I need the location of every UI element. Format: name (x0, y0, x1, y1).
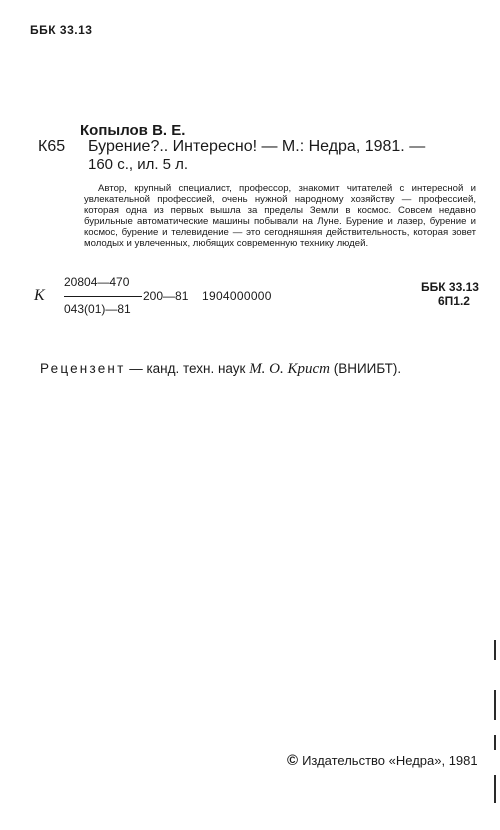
fraction-line (64, 296, 142, 297)
udk-code: 6П1.2 (438, 294, 470, 308)
book-abstract: Автор, крупный специалист, профессор, знакомит читателей с интересной и увлекательной профессией, очень нужной народному хозяйству — профессией, которая одна из первых вышла за пределы Земли в космос. Совсем недавно бурильные автоматические машины побывали на Луне. Бурение и лазер, бурение и космос, бурение и телевидение — это сегодняшняя действительность, которая зовет молодых и увлеченных, любящих современную технику людей. (84, 183, 476, 249)
bbk-code: ББК 33.13 (421, 280, 479, 294)
reviewer-label: Рецензент (40, 361, 126, 376)
author-name: Копылов В. Е. (80, 122, 186, 139)
index-middle: 200—81 (143, 289, 189, 303)
bbk-header: ББК 33.13 (30, 23, 93, 37)
copyright-line (287, 752, 478, 769)
copyright-text: Издательство «Недра», 1981 (302, 753, 478, 768)
book-title-line: Бурение?.. Интересно! — М.: Недра, 1981. — (88, 138, 426, 155)
reviewer-degree: канд. техн. наук (146, 361, 250, 376)
reviewer-name: М. О. Крист (249, 361, 330, 377)
copyright-icon: © (287, 752, 299, 769)
scan-edge-mark (494, 735, 496, 750)
scan-edge-mark (494, 640, 496, 660)
index-denominator: 043(01)—81 (64, 302, 131, 316)
index-k-letter: К (34, 287, 45, 304)
index-serial: 1904000000 (202, 289, 272, 303)
reviewer-org: (ВНИИБТ). (329, 361, 402, 376)
scan-edge-mark (494, 690, 496, 720)
index-numerator: 20804—470 (64, 275, 130, 289)
book-pages: 160 с., ил. 5 л. (88, 156, 189, 173)
reviewer-line (40, 361, 401, 378)
scan-edge-mark (494, 775, 496, 803)
reviewer-dash: — (125, 361, 147, 376)
author-code: К65 (38, 138, 66, 155)
